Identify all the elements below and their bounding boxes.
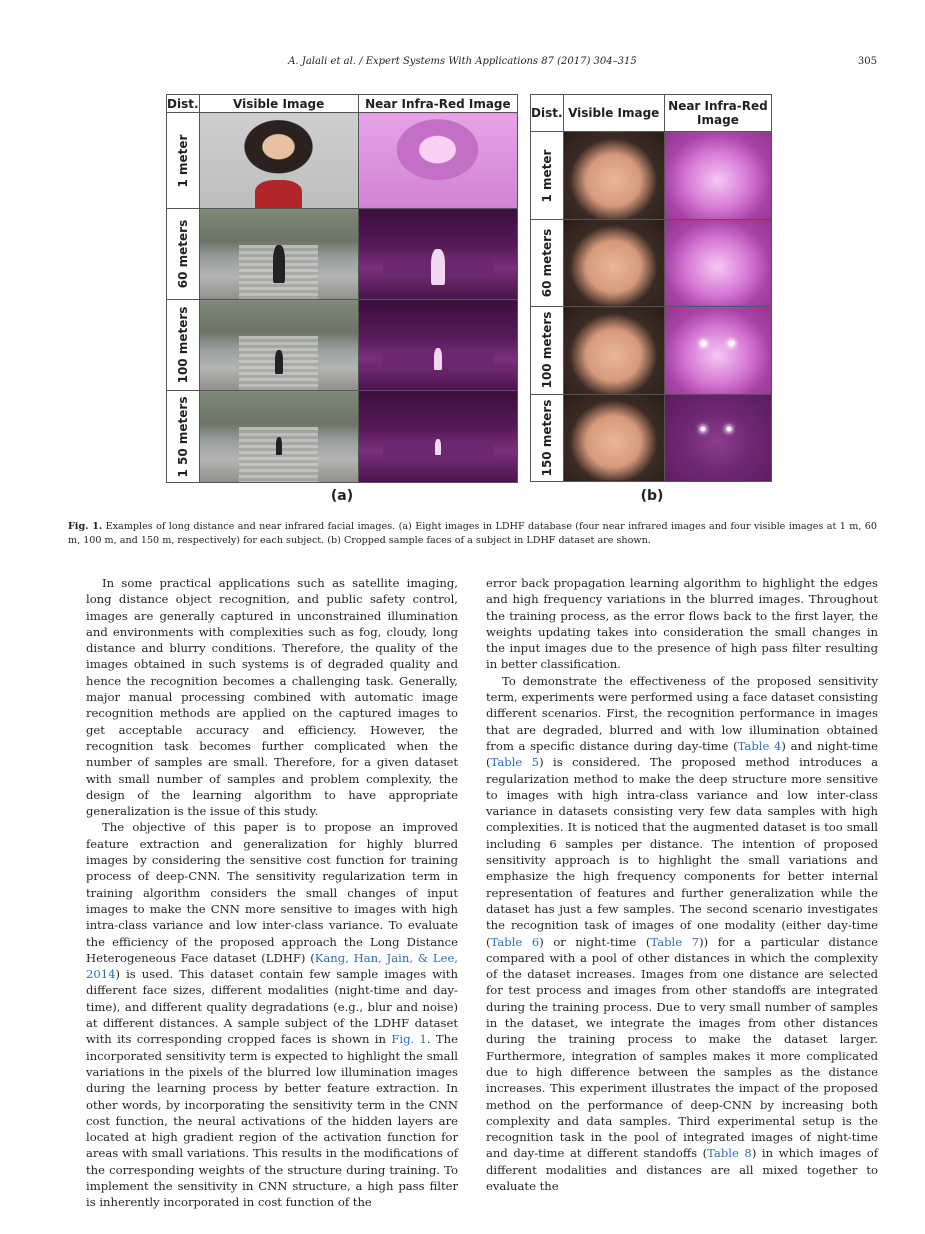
page-number: 305 <box>857 56 877 67</box>
panel-a-row-label: 100 meters <box>167 300 200 391</box>
figure-1 <box>166 94 774 510</box>
panel-a-visible-image <box>199 300 358 391</box>
panel-a-visible-image <box>199 209 358 300</box>
panel-b-header-nir: Near Infra-Red Image <box>664 95 771 132</box>
panel-b-nir-face <box>664 132 771 219</box>
citation-link[interactable]: Kang, Han, Jain, & Lee, 2014 <box>86 950 458 982</box>
panel-b-visible-face <box>563 307 664 394</box>
panel-a-row-label: 60 meters <box>167 209 200 300</box>
running-title: A. Jalali et al. / Expert Systems With Applications 87 (2017) 304–315 <box>288 56 637 67</box>
panel-a-grid <box>166 94 518 483</box>
table-link[interactable]: Table 5 <box>490 755 540 770</box>
running-header <box>0 56 925 70</box>
panel-b-header-dist: Dist. <box>531 95 564 132</box>
panel-b-row-label: 100 meters <box>531 307 564 394</box>
paragraph: The objective of this paper is to propose an improved feature extraction and generalization for highly blurred images by considering the sensitive cost function for training process of deep-CNN. The sensitivity regularization term in training algorithm considers the small changes of input images to make the CNN more sensitive to images with high intra-class variance and low inter-class variance. To evaluate the efficiency of the proposed approach the Long Distance Heterogeneous Face dataset (LDHF) (Kang, Han, Jain, & Lee, 2014) is used. This dataset contain few sample images with different face sizes, different modalities (night-time and day-time), and different quality degradations (e.g., blur and noise) at different distances. A sample subject of the LDHF dataset with its corresponding cropped faces is shown in Fig. 1. The incorporated sensitivity term is expected to highlight the small variations in the pixels of the blurred low illumination images during the learning process by better feature extraction. In other words, by incorporating the sensitivity term in the CNN cost function, the neural activations of the hidden layers are located at high gradient region of the activation function for areas with small variations. This results in the modifications of the corresponding weights of the structure during training. To implement the sensitivity in CNN structure, a high pass filter is inherently incorporated in cost function of the <box>86 820 458 1210</box>
panel-a-visible-image <box>199 391 358 483</box>
table-link[interactable]: Table 8 <box>707 1146 752 1161</box>
panel-b-nir-face <box>664 394 771 481</box>
panel-a-nir-image <box>358 113 517 209</box>
panel-a-label: (a) <box>330 488 354 504</box>
table-link[interactable]: Table 6 <box>490 934 540 949</box>
panel-b-header-visible: Visible Image <box>563 95 664 132</box>
right-column <box>486 575 878 1194</box>
panel-a-visible-image <box>199 113 358 209</box>
panel-b-nir-face <box>664 307 771 394</box>
caption-text: Examples of long distance and near infrared facial images. (a) Eight images in LDHF database (four near infrared images and four visible images at 1 m, 60 m, 100 m, and 150 m, respectively) for each subject. (b) Cropped sample faces of a subject in LDHF dataset are shown. <box>68 521 877 546</box>
panel-a-header-dist: Dist. <box>167 96 199 111</box>
table-link[interactable]: Table 7 <box>650 934 700 949</box>
caption-label: Fig. 1. <box>68 521 103 532</box>
panel-b-visible-face <box>563 219 664 306</box>
figure-caption <box>68 520 877 548</box>
panel-b-visible-face <box>563 132 664 219</box>
left-column <box>86 575 458 1211</box>
panel-b-visible-face <box>563 394 664 481</box>
panel-a-row-label: 1 meter <box>167 113 200 209</box>
figure-link[interactable]: Fig. 1 <box>391 1032 427 1047</box>
paragraph: In some practical applications such as satellite imaging, long distance object recognition, and public safety control, images are generally captured in unconstrained illumination and environments with complexities such as fog, cloudy, long distance and blurry conditions. Therefore, the quality of the images obtained in such systems is of degraded quality and hence the recognition becomes a challenging task. Generally, major manual processing combined with automatic image recognition methods are applied on the captured images to get acceptable accuracy and efficiency. However, the recognition task becomes further complicated when the number of samples are small. Therefore, for a given dataset with small number of samples and problem complexity, the design of the learning algorithm to have appropriate generalization is the issue of this study. <box>86 576 458 819</box>
panel-b-row-label: 1 meter <box>531 132 564 219</box>
panel-a-row-label: 1 50 meters <box>167 391 200 483</box>
panel-a-nir-image <box>358 209 517 300</box>
panel-b-grid <box>530 94 772 482</box>
panel-b-nir-face <box>664 219 771 306</box>
panel-a-header-visible: Visible Image <box>199 95 358 113</box>
panel-a-nir-image <box>358 391 517 483</box>
panel-b-row-label: 60 meters <box>531 219 564 306</box>
paragraph: To demonstrate the effectiveness of the proposed sensitivity term, experiments were performed using a face dataset consisting different scenarios. First, the recognition performance in images that are degraded, blurred and with low illumination obtained from a specific distance during day-time (Table 4) and night-time (Table 5) is considered. The proposed method introduces a regularization method to make the deep structure more sensitive to images with high intra-class variance and low inter-class variance in datasets consisting very few data samples with high complexities. It is noticed that the augmented dataset is too small including 6 samples per distance. The intention of proposed sensitivity approach is to highlight the small variations and emphasize the high frequency components for better internal representation of features and further generalization while the dataset has just a few samples. The second scenario investigates the recognition task of images of one modality (either day-time (Table 6) or night-time (Table 7)) for a particular distance compared with a pool of other distances in which the complexity of the dataset increases. Images from one distance are selected for test process and images from other standoffs are integrated during the training process. Due to very small number of samples in the dataset, we integrate the images from other distances during the training process to make the dataset larger. Furthermore, integration of samples makes it more complicated due to high difference between the samples as the distance increases. This experiment illustrates the impact of the proposed method on the performance of deep-CNN by increasing both complexity and data samples. Third experimental setup is the recognition task in the pool of integrated images of night-time and day-time at different standoffs (Table 8) in which images of different modalities and distances are all mixed together to evaluate the <box>486 673 878 1193</box>
table-link[interactable]: Table 4 <box>737 738 782 753</box>
paragraph: error back propagation learning algorithm to highlight the edges and high frequency variations in the blurred images. Throughout the training process, as the error flows back to the first layer, the weights updating takes into consideration the small changes in the input images due to the presence of high pass filter resulting in better classification. <box>486 576 878 672</box>
panel-a-header-nir: Near Infra-Red Image <box>358 95 517 113</box>
panel-a-nir-image <box>358 300 517 391</box>
panel-b-row-label: 150 meters <box>531 394 564 481</box>
panel-b-label: (b) <box>640 488 664 504</box>
